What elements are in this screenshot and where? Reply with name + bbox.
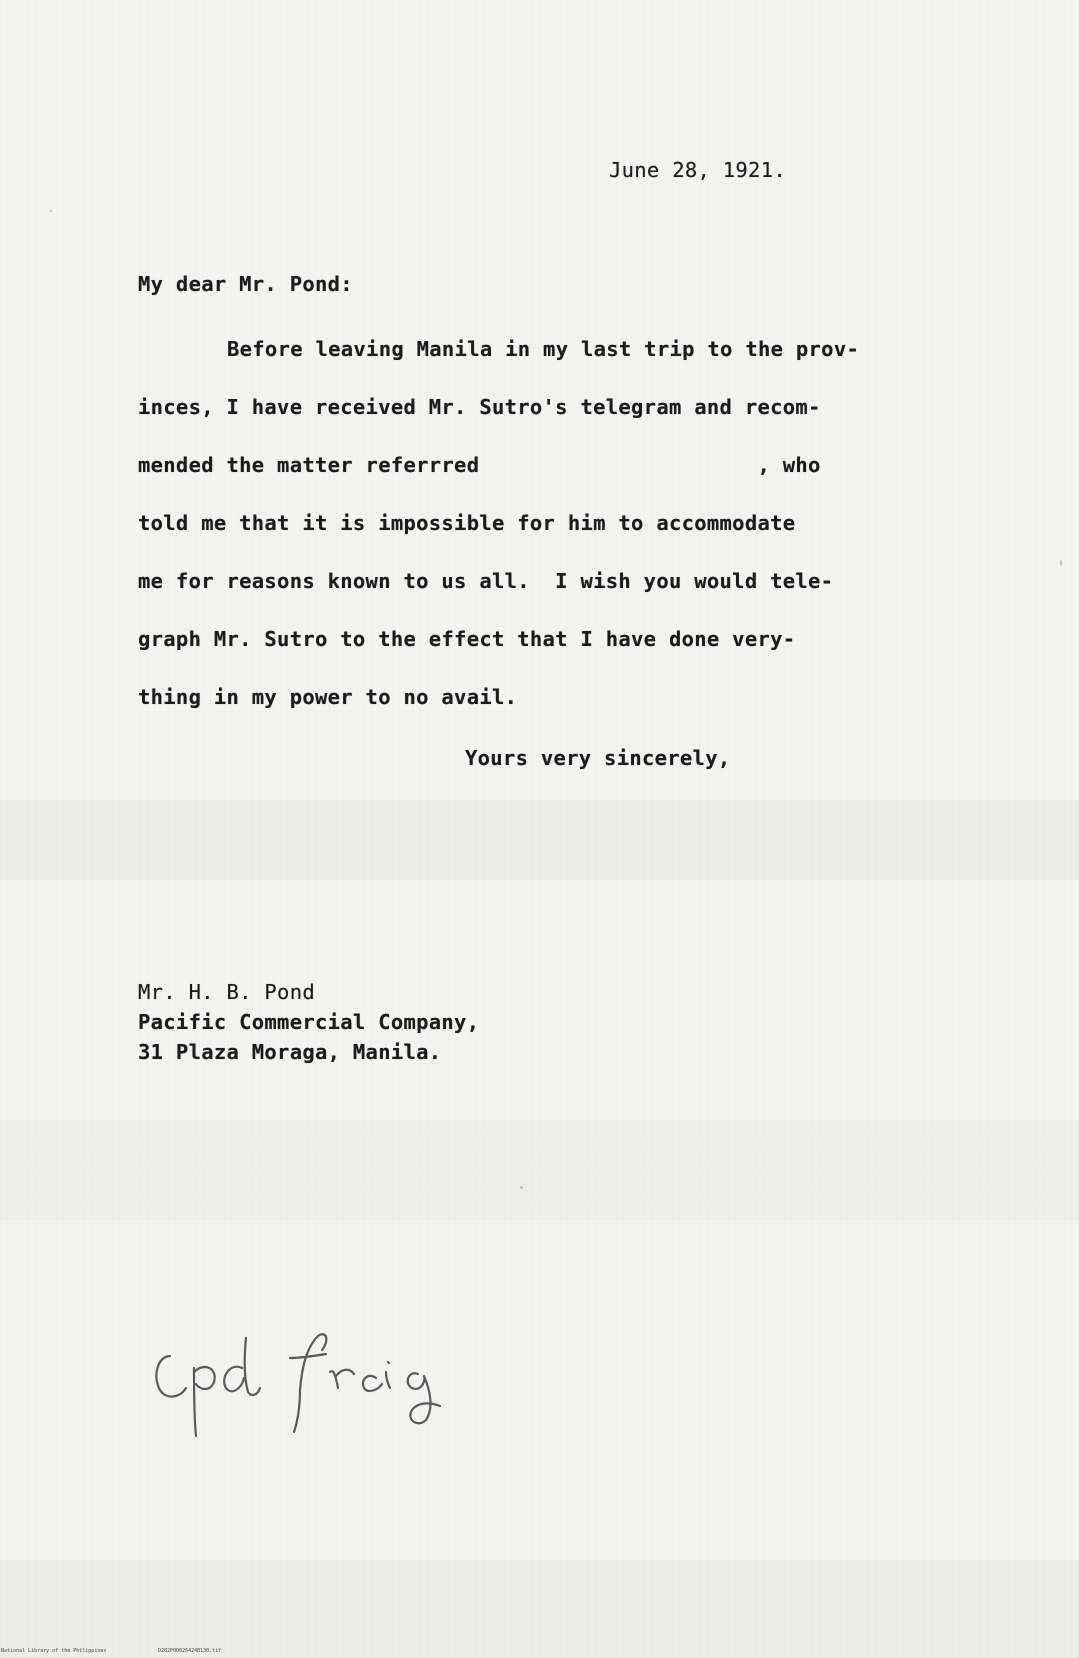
footer-file-name: D282P00026424B130.tif xyxy=(158,1648,222,1654)
body-line: graph Mr. Sutro to the effect that I have done very- xyxy=(138,627,796,651)
body-line: Before leaving Manila in my last trip to the prov- xyxy=(227,337,860,361)
recipient-address: 31 Plaza Moraga, Manila. xyxy=(138,1040,442,1064)
body-line: inces, I have received Mr. Sutro's telegram and recom- xyxy=(138,395,821,419)
body-line: told me that it is impossible for him to accommodate xyxy=(138,511,796,535)
recipient-company: Pacific Commercial Company, xyxy=(138,1010,480,1034)
scan-speck xyxy=(1060,560,1062,566)
footer-source: National Library of the Philippines xyxy=(1,1648,107,1654)
scan-speck xyxy=(50,210,52,212)
closing: Yours very sincerely, xyxy=(465,746,731,770)
scan-speck xyxy=(520,1186,523,1189)
body-line: me for reasons known to us all. I wish you would tele- xyxy=(138,569,834,593)
handwritten-note xyxy=(150,1328,490,1438)
scan-shading xyxy=(0,1560,1079,1658)
body-line: thing in my power to no avail. xyxy=(138,685,518,709)
body-line: mended the matter referrred , who xyxy=(138,453,821,477)
letter-date: June 28, 1921. xyxy=(609,158,786,182)
scan-shading xyxy=(0,800,1079,880)
scan-shading xyxy=(0,1120,1079,1220)
salutation: My dear Mr. Pond: xyxy=(138,272,353,296)
recipient-name: Mr. H. B. Pond xyxy=(138,980,315,1004)
